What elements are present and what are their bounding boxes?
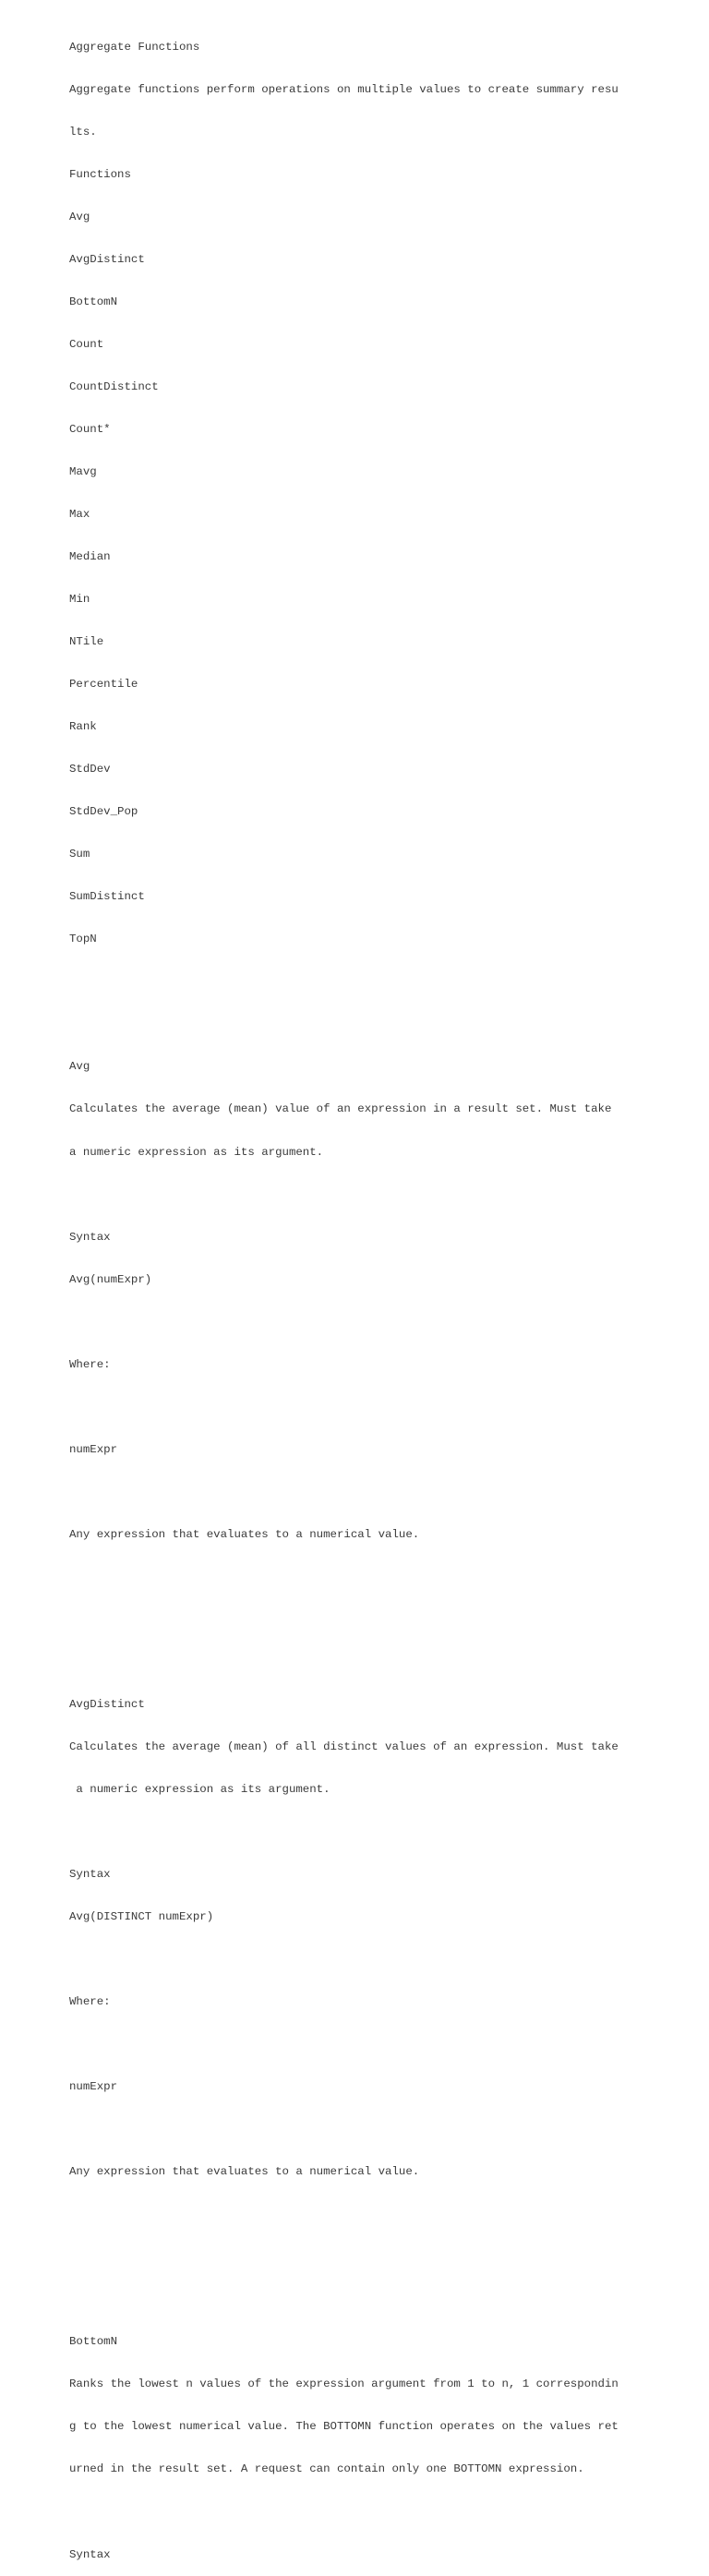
intro-text-line: Aggregate functions perform operations on multiple values to create summary resu [69, 82, 619, 96]
function-list-item: Sum [69, 848, 90, 861]
function-list-item: CountDistinct [69, 379, 159, 393]
parameter-description: Any expression that evaluates to a numerical value. [69, 1527, 420, 1541]
document-title: Aggregate Functions [69, 40, 200, 54]
syntax-code: Avg(numExpr) [69, 1272, 152, 1286]
function-list-item: StdDev [69, 763, 111, 776]
where-label: Where: [69, 1995, 111, 2009]
blank-line [69, 1316, 660, 1330]
blank-line [69, 1188, 660, 1202]
section-heading-bottomn: BottomN [69, 2335, 118, 2349]
function-list-item: Count [69, 337, 104, 351]
blank-line [69, 2293, 660, 2306]
section-description-line: urned in the result set. A request can contain only one BOTTOMN expression. [69, 2462, 584, 2476]
document-page [69, 12, 660, 2576]
blank-line [69, 1017, 660, 1031]
function-list-item: SumDistinct [69, 890, 145, 904]
blank-line [69, 1613, 660, 1627]
blank-line [69, 975, 660, 989]
blank-line [69, 2208, 660, 2221]
parameter-description: Any expression that evaluates to a numerical value. [69, 2165, 420, 2179]
blank-line [69, 2038, 660, 2052]
function-list-item: Max [69, 508, 90, 522]
syntax-label: Syntax [69, 2547, 111, 2561]
section-description-line: Calculates the average (mean) value of an expression in a result set. Must take [69, 1102, 612, 1116]
section-description-line: a numeric expression as its argument. [69, 1145, 324, 1159]
function-list-item: Count* [69, 422, 111, 436]
intro-text-line: lts. [69, 125, 97, 138]
blank-line [69, 2250, 660, 2264]
function-list-item: StdDev_Pop [69, 805, 138, 819]
function-list-item: NTile [69, 635, 104, 649]
functions-heading: Functions [69, 167, 131, 181]
blank-line [69, 1825, 660, 1839]
function-list-item: Avg [69, 210, 90, 223]
parameter-name: numExpr [69, 1442, 118, 1456]
section-description-line: g to the lowest numerical value. The BOTTOMN function operates on the values ret [69, 2420, 619, 2434]
blank-line [69, 1953, 660, 1967]
where-label: Where: [69, 1357, 111, 1371]
blank-line [69, 2506, 660, 2520]
blank-line [69, 2123, 660, 2137]
section-heading-avgdistinct: AvgDistinct [69, 1697, 145, 1711]
function-list-item: BottomN [69, 295, 118, 308]
function-list-item: Median [69, 550, 111, 564]
blank-line [69, 1655, 660, 1669]
section-heading-avg: Avg [69, 1060, 90, 1074]
function-list-item: Rank [69, 720, 97, 734]
function-list-item: AvgDistinct [69, 252, 145, 266]
section-description-line: Ranks the lowest n values of the expression argument from 1 to n, 1 correspondin [69, 2377, 619, 2391]
syntax-label: Syntax [69, 1868, 111, 1882]
blank-line [69, 1486, 660, 1499]
section-description-line: Calculates the average (mean) of all distinct values of an expression. Must take [69, 1739, 619, 1753]
syntax-code: Avg(DISTINCT numExpr) [69, 1910, 214, 1924]
function-list-item: TopN [69, 933, 97, 946]
parameter-name: numExpr [69, 2080, 118, 2094]
section-description-line: a numeric expression as its argument. [69, 1782, 330, 1796]
function-list-item: Min [69, 593, 90, 607]
function-list-item: Percentile [69, 678, 138, 692]
blank-line [69, 1401, 660, 1414]
blank-line [69, 1571, 660, 1584]
syntax-label: Syntax [69, 1230, 111, 1244]
function-list-item: Mavg [69, 465, 97, 478]
